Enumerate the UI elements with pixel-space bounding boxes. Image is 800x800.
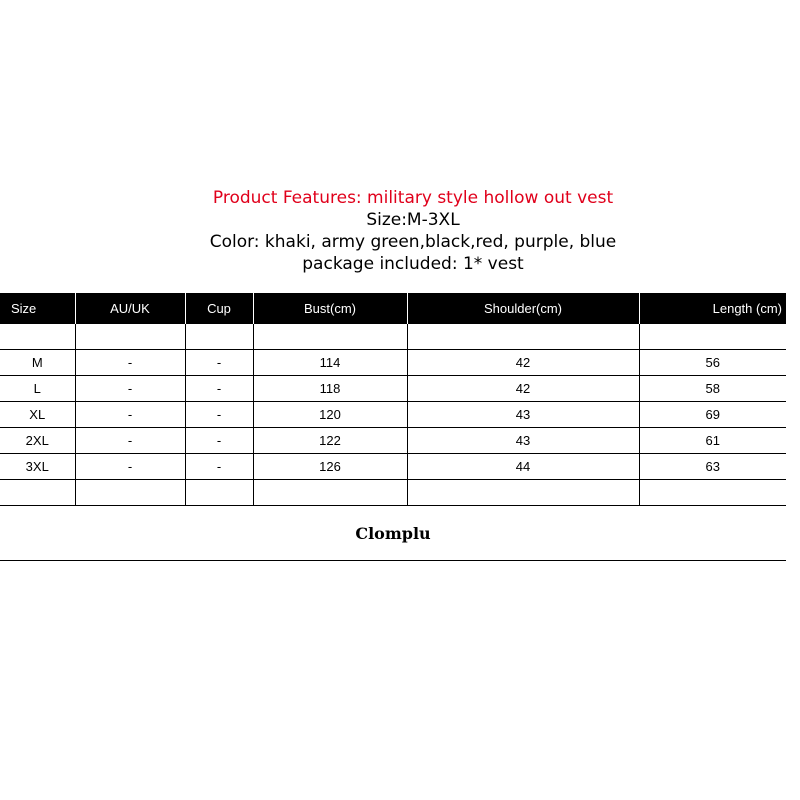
cell-size: L (0, 376, 75, 402)
cell-shoulder: 44 (407, 454, 639, 480)
table-blank-row (0, 480, 786, 506)
cell-length: 61 (639, 428, 786, 454)
cell-au-uk: - (75, 454, 185, 480)
table-header-row (0, 293, 786, 324)
table-row (0, 402, 786, 428)
cell-size: XL (0, 402, 75, 428)
cell-cup: - (185, 350, 253, 376)
header-cup: Cup (185, 293, 253, 324)
table-blank-row (0, 324, 786, 350)
cell-shoulder: 43 (407, 402, 639, 428)
header-size: Size (0, 293, 75, 324)
header-length: Length (cm) (639, 293, 786, 324)
table-row (0, 454, 786, 480)
cell-bust: 120 (253, 402, 407, 428)
cell-au-uk: - (75, 350, 185, 376)
cell-shoulder: 42 (407, 350, 639, 376)
product-colors: Color: khaki, army green,black,red, purple, blue (209, 232, 617, 252)
cell-cup: - (185, 402, 253, 428)
cell-length: 69 (639, 402, 786, 428)
cell-cup: - (185, 428, 253, 454)
cell-shoulder: 42 (407, 376, 639, 402)
cell-length: 56 (639, 350, 786, 376)
table-row (0, 428, 786, 454)
table-row (0, 376, 786, 402)
header-shoulder: Shoulder(cm) (407, 293, 639, 324)
cell-length: 63 (639, 454, 786, 480)
cell-au-uk: - (75, 376, 185, 402)
cell-size: 2XL (0, 428, 75, 454)
size-chart-table (0, 293, 786, 506)
cell-cup: - (185, 376, 253, 402)
table-row (0, 350, 786, 376)
cell-cup: - (185, 454, 253, 480)
cell-bust: 122 (253, 428, 407, 454)
cell-au-uk: - (75, 402, 185, 428)
cell-au-uk: - (75, 428, 185, 454)
cell-bust: 118 (253, 376, 407, 402)
cell-size: 3XL (0, 454, 75, 480)
header-au-uk: AU/UK (75, 293, 185, 324)
cell-size: M (0, 350, 75, 376)
cell-bust: 114 (253, 350, 407, 376)
brand-name: Clomplu (0, 507, 786, 561)
product-package: package included: 1* vest (302, 254, 524, 274)
cell-length: 58 (639, 376, 786, 402)
product-size-range: Size:M-3XL (366, 210, 460, 230)
product-info (0, 187, 800, 275)
cell-shoulder: 43 (407, 428, 639, 454)
cell-bust: 126 (253, 454, 407, 480)
product-features: Product Features: military style hollow out vest (212, 188, 614, 208)
header-bust: Bust(cm) (253, 293, 407, 324)
